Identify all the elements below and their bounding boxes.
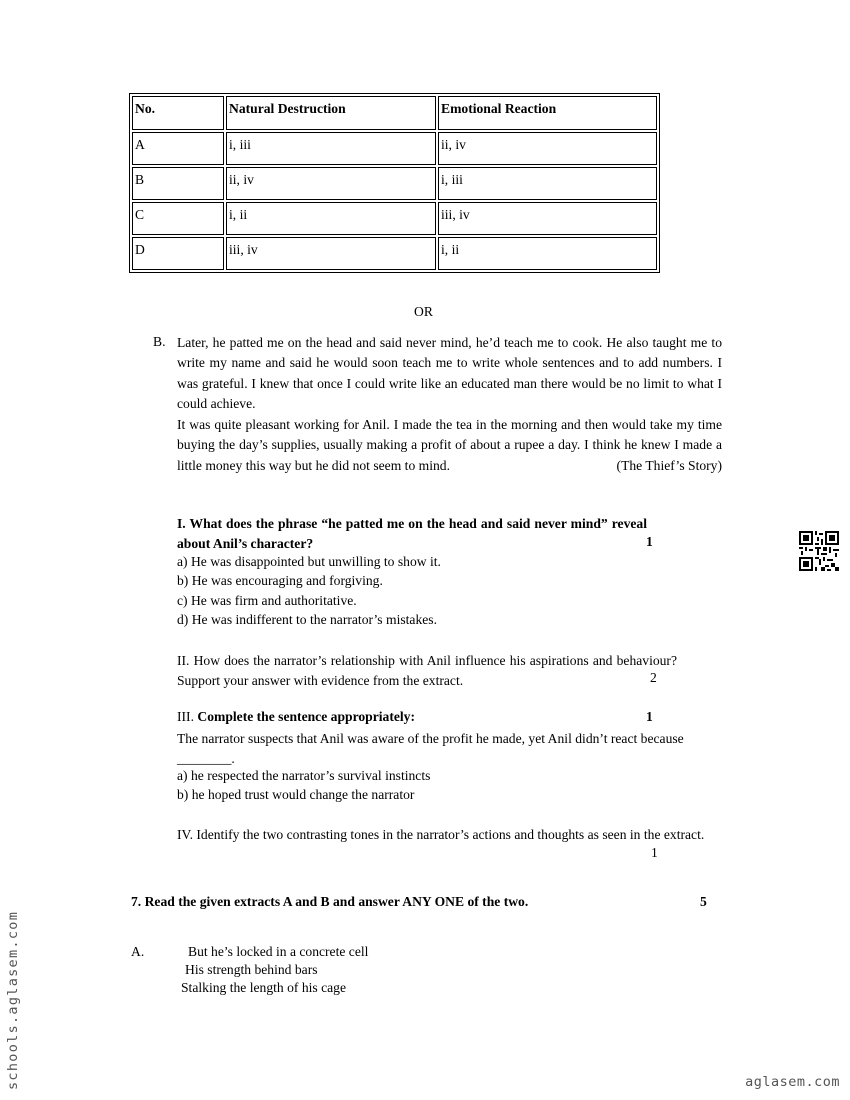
- passage-source: (The Thief’s Story): [616, 457, 722, 473]
- question-1-option: a) He was disappointed but unwilling to show it.: [177, 554, 441, 569]
- table-cell: i, iii: [438, 167, 657, 200]
- table-cell: iii, iv: [438, 202, 657, 235]
- question-3-option: a) he respected the narrator’s survival instincts: [177, 768, 431, 783]
- passage-paragraph-1: Later, he patted me on the head and said never mind, he’d teach me to cook. He also taught me to write my name and said he would soon teach me to write whole sentences and to add numbers. I was grateful. I knew that once I could write like an educated man there would be no limit to what I could achieve.: [177, 335, 722, 412]
- table-cell: iii, iv: [226, 237, 436, 270]
- question-3-marks: 1: [646, 709, 653, 724]
- table-cell: D: [132, 237, 224, 270]
- question-2-marks: 2: [650, 670, 657, 685]
- table-row: [132, 237, 657, 270]
- table-cell: B: [132, 167, 224, 200]
- or-separator: OR: [414, 304, 433, 319]
- table-cell: C: [132, 202, 224, 235]
- question-2-text: II. How does the narrator’s relationship with Anil influence his aspirations and behaviour? Support your answer with evidence from the extract.: [177, 653, 677, 688]
- question-7-marks: 5: [700, 894, 707, 909]
- question-3-option: b) he hoped trust would change the narrator: [177, 787, 415, 802]
- extract-line: His strength behind bars: [185, 962, 318, 977]
- question-1-option: d) He was indifferent to the narrator’s mistakes.: [177, 612, 437, 627]
- extract-line: Stalking the length of his cage: [181, 980, 346, 995]
- question-1-text: I. What does the phrase “he patted me on the head and said never mind” reveal about Anil’s character?: [177, 516, 647, 552]
- table-cell: i, ii: [226, 202, 436, 235]
- passage-label: B.: [153, 334, 166, 349]
- question-3-text: The narrator suspects that Anil was aware of the profit he made, yet Anil didn’t react because ________.: [177, 731, 684, 766]
- table-header-row: [132, 96, 657, 130]
- footer-watermark: aglasem.com: [745, 1074, 840, 1090]
- question-1-option: c) He was firm and authoritative.: [177, 593, 357, 608]
- table-cell: i, iii: [226, 132, 436, 165]
- table-row: [132, 167, 657, 200]
- table-row: [132, 132, 657, 165]
- table-row: [132, 202, 657, 235]
- question-4-text: IV. Identify the two contrasting tones in the narrator’s actions and thoughts as seen in the extract.: [177, 827, 705, 842]
- question-7-text: 7. Read the given extracts A and B and answer ANY ONE of the two.: [131, 894, 529, 909]
- question-1-marks: 1: [646, 534, 653, 549]
- question-3-heading: [177, 709, 415, 725]
- question-4-marks: 1: [651, 845, 658, 860]
- question-1-option: b) He was encouraging and forgiving.: [177, 573, 383, 588]
- extract-line: But he’s locked in a concrete cell: [188, 944, 369, 959]
- table-cell: i, ii: [438, 237, 657, 270]
- question-3-number: III.: [177, 709, 194, 724]
- table-header-cell: Emotional Reaction: [438, 96, 657, 130]
- table-cell: A: [132, 132, 224, 165]
- qr-code-icon: [799, 531, 839, 571]
- side-watermark: schools.aglasem.com: [5, 910, 21, 1090]
- passage-paragraph-2: [177, 415, 722, 476]
- options-table: [129, 93, 660, 273]
- table-cell: ii, iv: [226, 167, 436, 200]
- table-cell: ii, iv: [438, 132, 657, 165]
- table-header-cell: Natural Destruction: [226, 96, 436, 130]
- question-3-title: Complete the sentence appropriately:: [197, 709, 415, 724]
- extract-label: A.: [131, 944, 145, 959]
- passage-paragraph-2-text: It was quite pleasant working for Anil. I made the tea in the morning and then would take my time buying the day’s supplies, usually making a profit of about a rupee a day. I think he knew I made a little money this way but he did not seem to mind.: [177, 417, 722, 473]
- table-header-cell: No.: [132, 96, 224, 130]
